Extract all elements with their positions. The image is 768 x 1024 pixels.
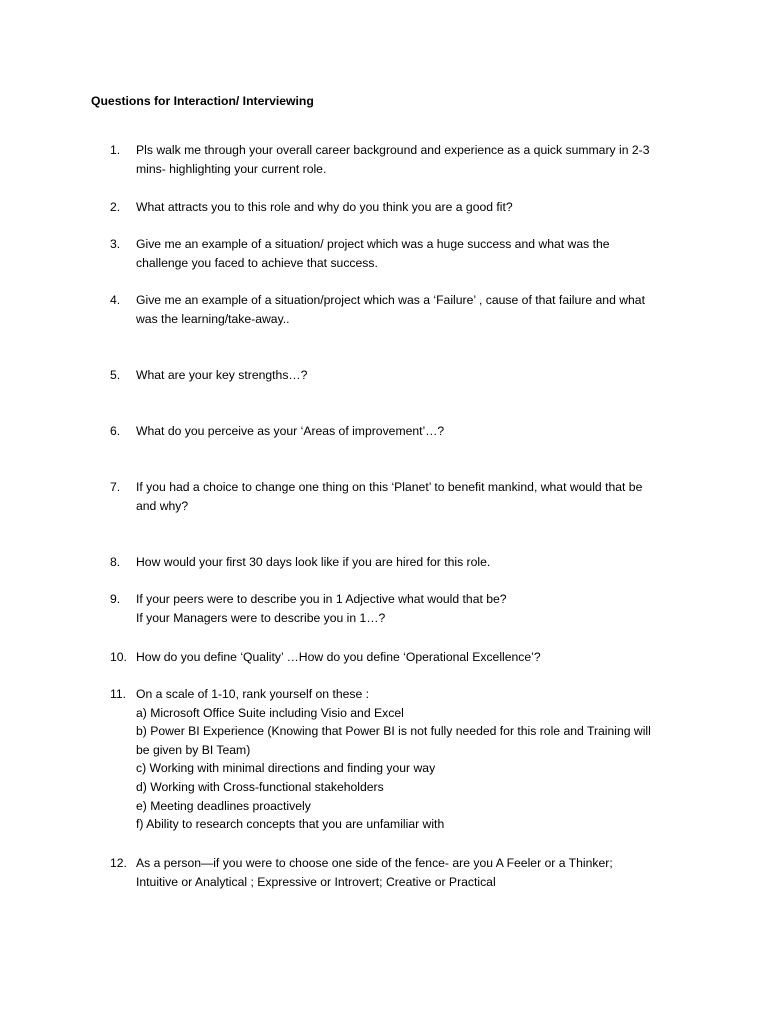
question-number: 8. bbox=[110, 555, 121, 569]
question-item bbox=[110, 685, 680, 834]
question-item bbox=[110, 422, 680, 441]
question-line: What attracts you to this role and why do you think you are a good fit? bbox=[136, 200, 513, 214]
question-line: As a person—if you were to choose one side of the fence- are you A Feeler or a Thinker; bbox=[136, 856, 613, 870]
question-number: 1. bbox=[110, 143, 121, 157]
question-text bbox=[136, 590, 680, 627]
question-number: 5. bbox=[110, 368, 121, 382]
question-number: 10. bbox=[110, 650, 127, 664]
question-item bbox=[110, 198, 680, 217]
question-text bbox=[136, 478, 680, 515]
question-line: mins- highlighting your current role. bbox=[136, 161, 327, 176]
sub-item: e) Meeting deadlines proactively bbox=[136, 798, 311, 813]
question-item bbox=[110, 854, 680, 891]
question-line: Intuitive or Analytical ; Expressive or Introvert; Creative or Practical bbox=[136, 874, 496, 889]
question-text bbox=[136, 235, 680, 272]
question-line: If your peers were to describe you in 1 Adjective what would that be? bbox=[136, 592, 507, 606]
question-item bbox=[110, 478, 680, 515]
sub-item: f) Ability to research concepts that you are unfamiliar with bbox=[136, 817, 445, 832]
question-line: If your Managers were to describe you in 1…? bbox=[136, 610, 386, 625]
question-number: 4. bbox=[110, 293, 121, 307]
question-number: 6. bbox=[110, 424, 121, 438]
document-title: Questions for Interaction/ Interviewing bbox=[91, 94, 314, 108]
question-line: How do you define ‘Quality’ …How do you define ‘Operational Excellence’? bbox=[136, 650, 541, 664]
question-line: If you had a choice to change one thing on this ‘Planet’ to benefit mankind, what would that be bbox=[136, 480, 643, 494]
question-text bbox=[136, 141, 680, 178]
question-line: What are your key strengths…? bbox=[136, 368, 308, 382]
sub-item: c) Working with minimal directions and finding your way bbox=[136, 761, 436, 776]
question-line: What do you perceive as your ‘Areas of improvement’…? bbox=[136, 424, 445, 438]
question-item bbox=[110, 235, 680, 272]
question-line: How would your first 30 days look like if you are hired for this role. bbox=[136, 555, 491, 569]
question-number: 7. bbox=[110, 480, 121, 494]
question-line: challenge you faced to achieve that success. bbox=[136, 255, 378, 270]
question-text bbox=[136, 291, 680, 328]
question-line: Give me an example of a situation/project which was a ‘Failure’ , cause of that failure and what bbox=[136, 293, 645, 307]
sub-item: b) Power BI Experience (Knowing that Power BI is not fully needed for this role and Training will bbox=[136, 724, 651, 739]
question-item bbox=[110, 648, 680, 667]
question-line: and why? bbox=[136, 498, 189, 513]
question-line: Give me an example of a situation/ project which was a huge success and what was the bbox=[136, 237, 610, 251]
question-line: On a scale of 1-10, rank yourself on these : bbox=[136, 687, 370, 701]
question-line: Pls walk me through your overall career background and experience as a quick summary in 2-3 bbox=[136, 143, 650, 157]
question-number: 12. bbox=[110, 856, 127, 870]
question-number: 3. bbox=[110, 237, 121, 251]
sub-item: a) Microsoft Office Suite including Visio and Excel bbox=[136, 705, 404, 720]
question-text bbox=[136, 422, 680, 441]
question-text bbox=[136, 366, 680, 385]
question-text bbox=[136, 854, 680, 891]
question-number: 2. bbox=[110, 200, 121, 214]
question-text bbox=[136, 553, 680, 572]
question-item bbox=[110, 291, 680, 328]
question-line: was the learning/take-away.. bbox=[136, 311, 290, 326]
question-item bbox=[110, 590, 680, 627]
question-item bbox=[110, 366, 680, 385]
question-item bbox=[110, 553, 680, 572]
sub-item: d) Working with Cross-functional stakeholders bbox=[136, 779, 384, 794]
question-text bbox=[136, 198, 680, 217]
question-text bbox=[136, 648, 680, 667]
sub-item: be given by BI Team) bbox=[136, 742, 251, 757]
question-text bbox=[136, 685, 680, 834]
question-number: 9. bbox=[110, 592, 121, 606]
question-number: 11. bbox=[110, 687, 127, 701]
question-item bbox=[110, 141, 680, 178]
